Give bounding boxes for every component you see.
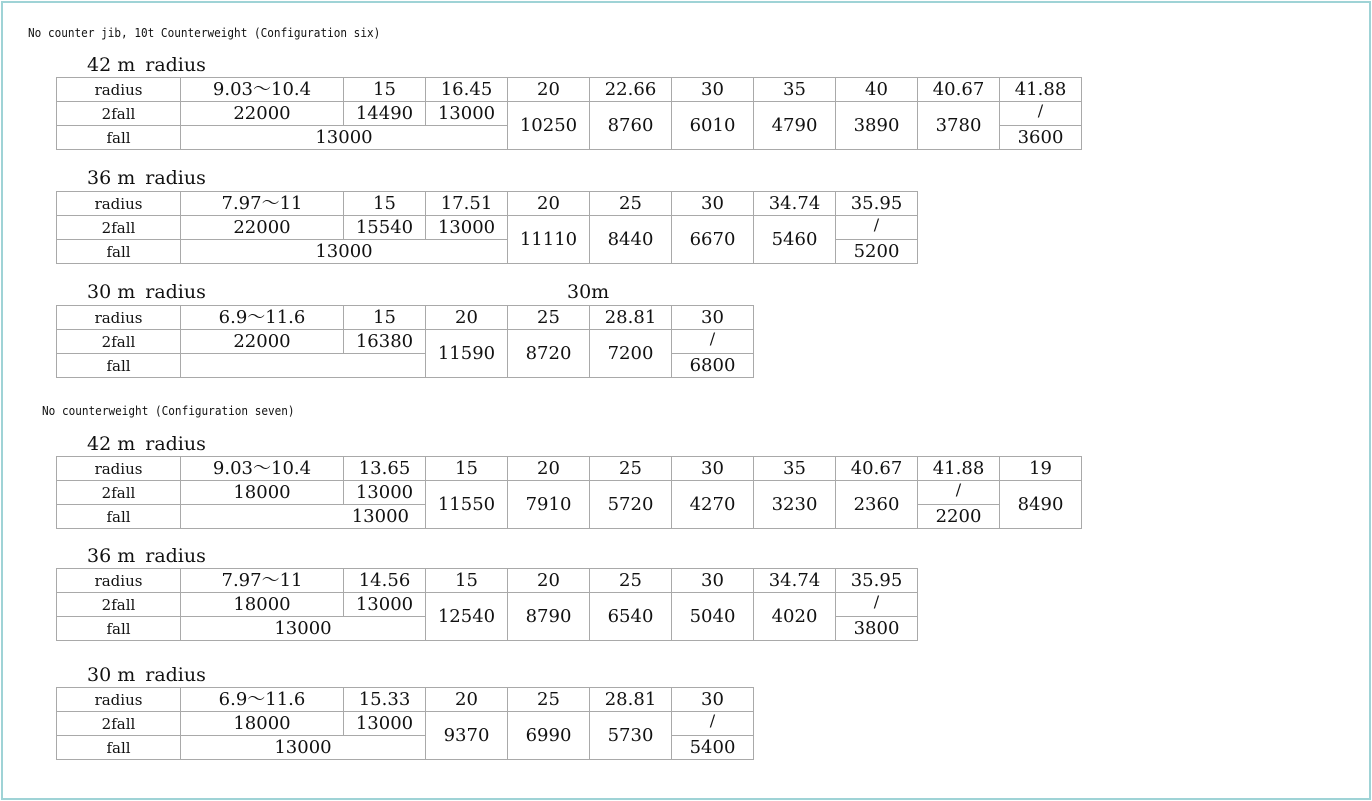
empty-cell [181, 354, 426, 378]
load-cell: 8720 [508, 330, 590, 378]
heading-word: radius [145, 281, 206, 303]
load-cell: 8440 [590, 216, 672, 264]
radius-cell: 7.97～11 [181, 192, 344, 216]
heading-word: radius [145, 664, 206, 686]
heading-length: 36 m [87, 545, 136, 567]
load-cell: 18000 [181, 712, 344, 736]
config7-30m-heading [87, 664, 206, 686]
radius-cell: 15 [426, 457, 508, 481]
load-cell: 9370 [426, 712, 508, 760]
load-cell: 6990 [508, 712, 590, 760]
row-label: fall [57, 354, 181, 378]
row-label: radius [57, 306, 181, 330]
radius-cell: 15 [426, 569, 508, 593]
radius-cell: 34.74 [754, 569, 836, 593]
radius-cell: 40.67 [836, 457, 918, 481]
load-cell: 18000 [181, 593, 344, 617]
slash-cell [672, 712, 754, 736]
load-cell: 13000 [344, 481, 426, 505]
slash-mark: / [709, 710, 716, 730]
heading-length: 42 m [87, 433, 136, 455]
table-row [57, 78, 1082, 102]
load-cell: 3780 [918, 102, 1000, 150]
config6-42m-table [56, 77, 1082, 150]
load-cell: 6010 [672, 102, 754, 150]
load-cell: 8760 [590, 102, 672, 150]
slash-cell [836, 593, 918, 617]
radius-cell: 7.97～11 [181, 569, 344, 593]
config7-30m-table [56, 687, 754, 760]
load-cell: 6800 [672, 354, 754, 378]
slash-mark: / [709, 328, 716, 348]
heading-word: radius [145, 54, 206, 76]
config6-42m-heading [87, 54, 206, 76]
radius-cell: 25 [508, 306, 590, 330]
radius-cell: 34.74 [754, 192, 836, 216]
slash-mark: / [873, 591, 880, 611]
config7-title: No counterweight (Configuration seven) [42, 404, 295, 418]
radius-cell: 14.56 [344, 569, 426, 593]
radius-cell: 20 [508, 457, 590, 481]
config7-36m-table [56, 568, 918, 641]
table-row [57, 593, 918, 617]
table-row [57, 306, 754, 330]
radius-cell: 20 [426, 306, 508, 330]
load-cell: 10250 [508, 102, 590, 150]
load-cell: 5200 [836, 240, 918, 264]
load-cell: 6540 [590, 593, 672, 641]
row-label: 2fall [57, 330, 181, 354]
config6-30m-table [56, 305, 754, 378]
slash-mark: / [873, 214, 880, 234]
radius-cell: 6.9～11.6 [181, 306, 344, 330]
table-row [57, 102, 1082, 126]
radius-cell: 20 [426, 688, 508, 712]
load-cell: 15540 [344, 216, 426, 240]
heading-word: radius [145, 167, 206, 189]
radius-cell: 30 [672, 306, 754, 330]
load-cell: 11550 [426, 481, 508, 529]
load-cell: 3800 [836, 617, 918, 641]
slash-cell [672, 330, 754, 354]
load-cell-merged: 13000 [181, 126, 508, 150]
load-cell: 22000 [181, 216, 344, 240]
row-label: fall [57, 736, 181, 760]
config7-42m-heading [87, 433, 206, 455]
load-cell: 4020 [754, 593, 836, 641]
load-cell: 22000 [181, 330, 344, 354]
radius-cell: 22.66 [590, 78, 672, 102]
radius-cell: 28.81 [590, 688, 672, 712]
load-cell: 13000 [426, 102, 508, 126]
radius-cell: 15 [344, 306, 426, 330]
radius-cell: 40.67 [918, 78, 1000, 102]
radius-cell: 17.51 [426, 192, 508, 216]
table-row [57, 569, 918, 593]
load-cell: 8790 [508, 593, 590, 641]
load-cell: 22000 [181, 102, 344, 126]
radius-cell: 9.03～10.4 [181, 457, 344, 481]
heading-word: radius [145, 433, 206, 455]
heading-length: 42 m [87, 54, 136, 76]
radius-cell: 30 [672, 78, 754, 102]
row-label: fall [57, 126, 181, 150]
load-cell: 13000 [344, 593, 426, 617]
load-cell-merged: 13000 [181, 505, 426, 529]
radius-cell: 20 [508, 192, 590, 216]
heading-length: 30 m [87, 664, 136, 686]
load-cell: 12540 [426, 593, 508, 641]
slash-cell [836, 216, 918, 240]
radius-cell: 41.88 [918, 457, 1000, 481]
row-label: radius [57, 78, 181, 102]
radius-cell: 15.33 [344, 688, 426, 712]
load-cell: 8490 [1000, 481, 1082, 529]
row-label: radius [57, 688, 181, 712]
load-cell: 7200 [590, 330, 672, 378]
load-cell: 13000 [426, 216, 508, 240]
slash-cell [1000, 102, 1082, 126]
radius-cell: 15 [344, 192, 426, 216]
table-row [57, 192, 918, 216]
load-cell: 3230 [754, 481, 836, 529]
load-cell: 4790 [754, 102, 836, 150]
row-label: 2fall [57, 593, 181, 617]
load-cell: 13000 [344, 712, 426, 736]
config6-36m-table [56, 191, 918, 264]
radius-cell: 35.95 [836, 192, 918, 216]
radius-cell: 30 [672, 688, 754, 712]
load-cell: 7910 [508, 481, 590, 529]
heading-length: 36 m [87, 167, 136, 189]
slash-mark: / [1037, 100, 1044, 120]
load-cell: 5400 [672, 736, 754, 760]
row-label: 2fall [57, 216, 181, 240]
load-cell: 5040 [672, 593, 754, 641]
radius-cell: 35.95 [836, 569, 918, 593]
row-label: 2fall [57, 481, 181, 505]
row-label: radius [57, 569, 181, 593]
load-cell-merged: 13000 [181, 617, 426, 641]
config6-36m-heading [87, 167, 206, 189]
load-cell: 11110 [508, 216, 590, 264]
config7-42m-table [56, 456, 1082, 529]
table-row [57, 457, 1082, 481]
radius-cell: 19 [1000, 457, 1082, 481]
load-cell: 2360 [836, 481, 918, 529]
config6-30m-heading [87, 281, 206, 303]
load-cell-merged: 13000 [181, 240, 508, 264]
table-row [57, 481, 1082, 505]
config6-30m-extra-label: 30m [567, 281, 610, 303]
load-cell: 18000 [181, 481, 344, 505]
radius-cell: 30 [672, 569, 754, 593]
table-row [57, 330, 754, 354]
slash-cell [918, 481, 1000, 505]
load-cell: 3890 [836, 102, 918, 150]
table-row [57, 712, 754, 736]
load-cell: 6670 [672, 216, 754, 264]
radius-cell: 30 [672, 192, 754, 216]
radius-cell: 6.9～11.6 [181, 688, 344, 712]
row-label: 2fall [57, 102, 181, 126]
radius-cell: 16.45 [426, 78, 508, 102]
load-cell: 5460 [754, 216, 836, 264]
load-cell: 11590 [426, 330, 508, 378]
config6-title: No counter jib, 10t Counterweight (Configuration six) [28, 26, 381, 40]
row-label: radius [57, 192, 181, 216]
heading-word: radius [145, 545, 206, 567]
row-label: 2fall [57, 712, 181, 736]
row-label: fall [57, 240, 181, 264]
row-label: fall [57, 505, 181, 529]
radius-cell: 35 [754, 78, 836, 102]
load-cell: 5720 [590, 481, 672, 529]
load-cell: 2200 [918, 505, 1000, 529]
slash-mark: / [955, 479, 962, 499]
radius-cell: 20 [508, 78, 590, 102]
radius-cell: 41.88 [1000, 78, 1082, 102]
row-label: fall [57, 617, 181, 641]
load-cell: 16380 [344, 330, 426, 354]
row-label: radius [57, 457, 181, 481]
load-cell-merged: 13000 [181, 736, 426, 760]
radius-cell: 25 [590, 457, 672, 481]
load-cell: 14490 [344, 102, 426, 126]
radius-cell: 40 [836, 78, 918, 102]
radius-cell: 15 [344, 78, 426, 102]
radius-cell: 25 [508, 688, 590, 712]
radius-cell: 25 [590, 569, 672, 593]
load-cell: 5730 [590, 712, 672, 760]
radius-cell: 35 [754, 457, 836, 481]
config7-36m-heading [87, 545, 206, 567]
radius-cell: 13.65 [344, 457, 426, 481]
radius-cell: 28.81 [590, 306, 672, 330]
radius-cell: 30 [672, 457, 754, 481]
heading-length: 30 m [87, 281, 136, 303]
radius-cell: 20 [508, 569, 590, 593]
load-cell: 4270 [672, 481, 754, 529]
table-row [57, 688, 754, 712]
table-row [57, 216, 918, 240]
radius-cell: 25 [590, 192, 672, 216]
radius-cell: 9.03～10.4 [181, 78, 344, 102]
load-cell: 3600 [1000, 126, 1082, 150]
